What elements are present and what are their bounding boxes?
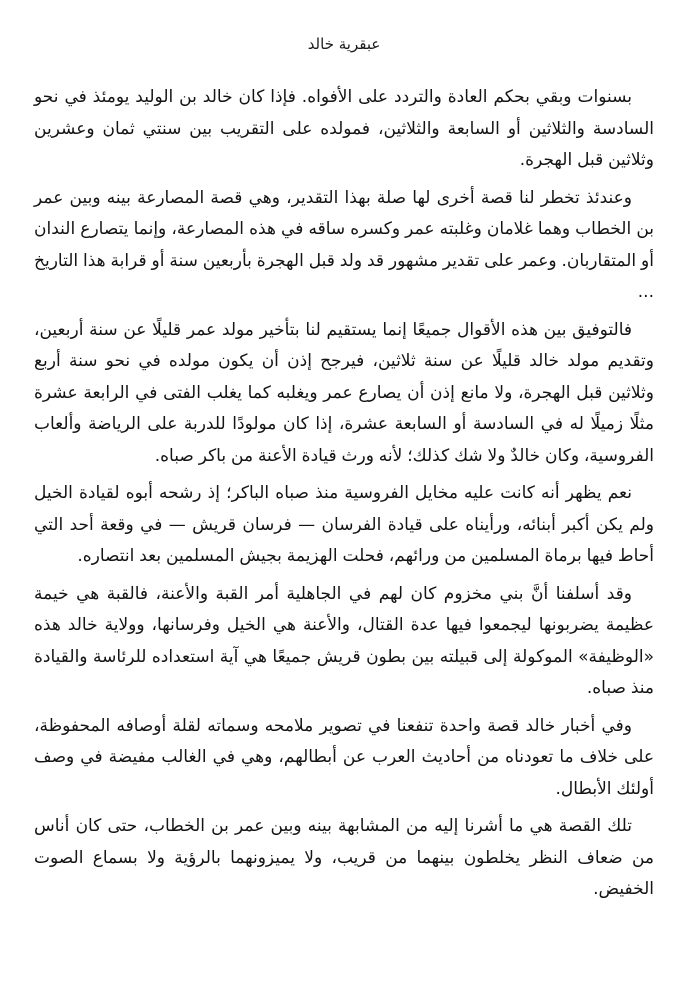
paragraph: فالتوفيق بين هذه الأقوال جميعًا إنما يستقيم لنا بتأخير مولد عمر قليلًا عن سنة أربعين، وتقديم مولد خالد قليلًا عن سنة ثلاثين، فيرجح إذن أن يكون مولده في نحو سنة أربع وثلاثين قبل الهجرة، ولا مانع إذن أن يصارع عمر ويغلبه كما يغلب الفتى في الرابعة عشرة مثلًا زميلًا له في السادسة أو السابعة عشرة، إذا كان مولودًا للدربة على الرياضة وألعاب الفروسية، وكان خالدٌ ولا شك كذلك؛ لأنه ورث قيادة الأعنة من باكر صباه. [34, 319, 654, 466]
body-text [34, 82, 654, 906]
paragraph: بسنوات وبقي بحكم العادة والتردد على الأفواه. فإذا كان خالد بن الوليد يومئذ في نحو السادسة والثلاثين أو السابعة والثلاثين، فمولده على التقريب بين سنتي ثمان وعشرين وثلاثين قبل الهجرة. [34, 87, 654, 170]
paragraph: وفي أخبار خالد قصة واحدة تنفعنا في تصوير ملامحه وسماته لقلة أوصافه المحفوظة، على خلاف ما تعودناه من أحاديث العرب عن أبطالهم، وهي في الغالب مفيضة في وصف أولئك الأبطال. [34, 715, 654, 799]
paragraph: نعم يظهر أنه كانت عليه مخايل الفروسية منذ صباه الباكر؛ إذ رشحه أبوه لقيادة الخيل ولم يكن أكبر أبنائه، ورأيناه على قيادة الفرسان — فرسان قريش — في وقعة أحد التي أحاط فيها برماة المسلمين من ورائهم، فحلت الهزيمة بجيش المسلمين بعد انتصاره. [34, 483, 654, 566]
paragraph: وقد أسلفنا أنَّ بني مخزوم كان لهم في الجاهلية أمر القبة والأعنة، فالقبة هي خيمة عظيمة يضربونها ليجمعوا فيها عدة القتال، والأعنة هي الخيل وفرسانها، وولاية خالد هذه «الوظيفة» الموكولة إلى قبيلته بين بطون قريش جميعًا هي آية استعداده للرئاسة والقيادة منذ صباه. [34, 583, 654, 698]
paragraph: تلك القصة هي ما أشرنا إليه من المشابهة بينه وبين عمر بن الخطاب، حتى كان أناس من ضعاف النظر يخلطون بينهما من قريب، ولا يميزونهما بالرؤية ولا بسماع الصوت الخفيض. [34, 816, 654, 899]
paragraph: وعندئذ تخطر لنا قصة أخرى لها صلة بهذا التقدير، وهي قصة المصارعة بينه وبين عمر بن الخطاب وهما غلامان وغلبته عمر وكسره ساقه في هذه المصارعة، وإنما يتصارع الندان أو المتقاربان. وعمر على تقدير مشهور قد ولد قبل الهجرة بأربعين سنة أو قرابة هذا التاريخ ... [34, 187, 654, 302]
running-header-title: عبقرية خالد [307, 35, 381, 53]
